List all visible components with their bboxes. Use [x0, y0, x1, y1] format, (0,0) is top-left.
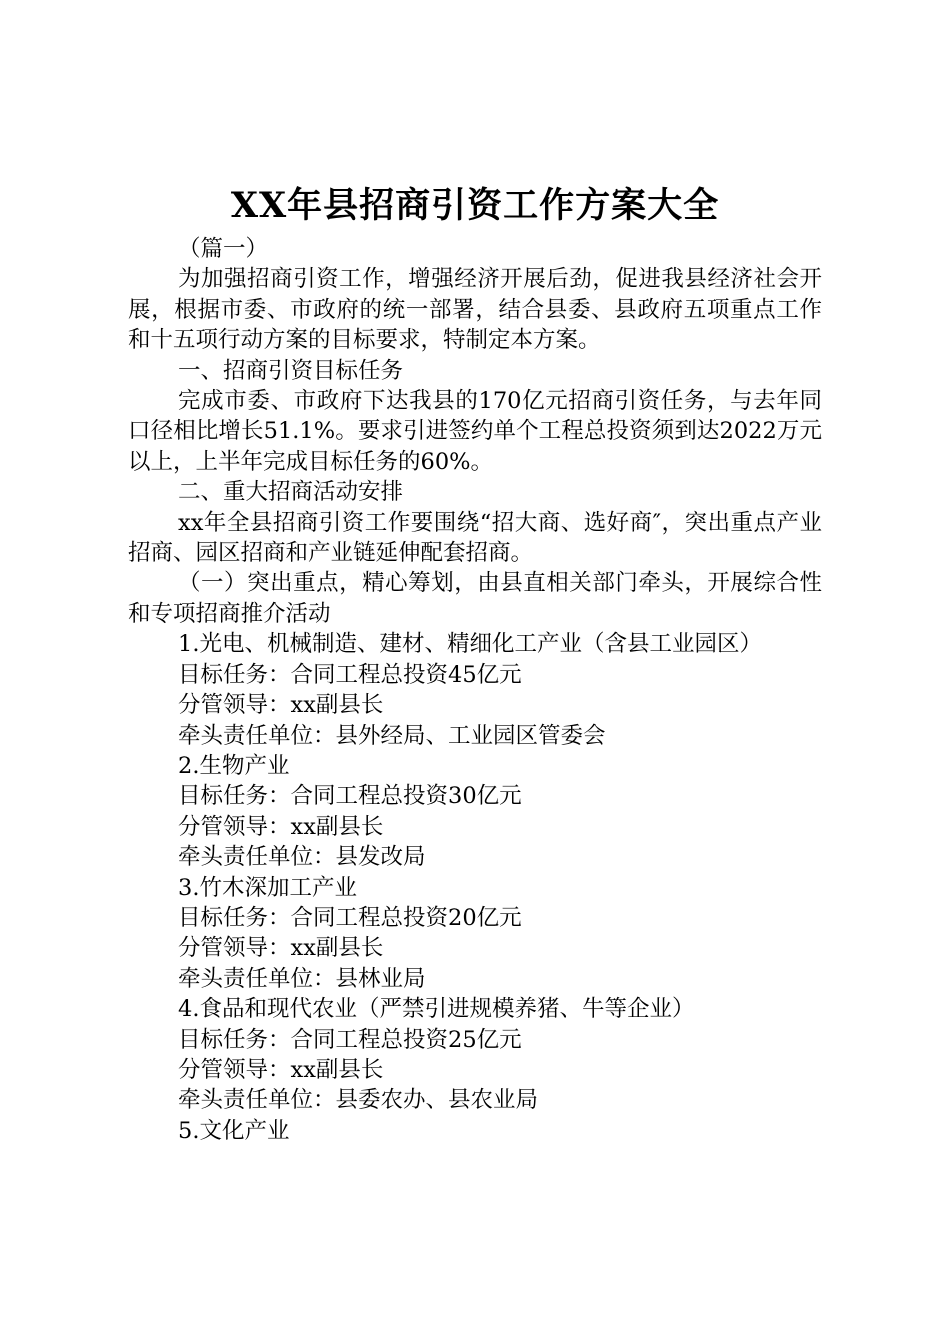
industry-1-leader: 分管领导：xx副县长 [178, 692, 384, 719]
industry-3-leader: 分管领导：xx副县长 [178, 935, 384, 962]
industry-3-name: 3.竹木深加工产业 [178, 874, 357, 901]
section-2-heading: 二、重大招商活动安排 [178, 479, 404, 506]
industry-4-target: 目标任务：合同工程总投资25亿元 [178, 1026, 522, 1053]
section-1-heading: 一、招商引资目标任务 [178, 357, 404, 384]
industry-5-name: 5.文化产业 [178, 1117, 290, 1144]
section-2-body: xx年全县招商引资工作要围绕“招大商、选好商″，突出重点产业招商、园区招商和产业链延伸配套招商。 [128, 509, 822, 567]
industry-3-target: 目标任务：合同工程总投资20亿元 [178, 904, 522, 931]
document-body [128, 234, 822, 1146]
industry-4-leader: 分管领导：xx副县长 [178, 1056, 384, 1083]
part-label: （篇一） [178, 236, 269, 262]
industry-2-target: 目标任务：合同工程总投资30亿元 [178, 783, 522, 810]
industry-1-target: 目标任务：合同工程总投资45亿元 [178, 661, 522, 688]
subsection-1: （一）突出重点，精心筹划，由县直相关部门牵头，开展综合性和专项招商推介活动 [128, 570, 822, 627]
industry-1-unit: 牵头责任单位：县外经局、工业园区管委会 [178, 722, 606, 749]
intro-paragraph: 为加强招商引资工作，增强经济开展后劲，促进我县经济社会开展，根据市委、市政府的统一部署，结合县委、县政府五项重点工作和十五项行动方案的目标要求，特制定本方案。 [128, 266, 822, 354]
section-1-body: 完成市委、市政府下达我县的170亿元招商引资任务，与去年同口径相比增长51.1%。要求引进签约单个工程总投资须到达2022万元以上，上半年完成目标任务的60%。 [128, 388, 822, 475]
industry-4-name: 4.食品和现代农业（严禁引进规模养猪、牛等企业） [178, 996, 695, 1023]
industry-3-unit: 牵头责任单位：县林业局 [178, 965, 426, 992]
industry-4-unit: 牵头责任单位：县委农办、县农业局 [178, 1087, 539, 1114]
document-title: XX年县招商引资工作方案大全 [230, 185, 720, 226]
industry-2-unit: 牵头责任单位：县发改局 [178, 844, 426, 871]
industry-1-name: 1.光电、机械制造、建材、精细化工产业（含县工业园区） [178, 631, 762, 658]
industry-2-name: 2.生物产业 [178, 752, 290, 779]
industry-2-leader: 分管领导：xx副县长 [178, 813, 384, 840]
